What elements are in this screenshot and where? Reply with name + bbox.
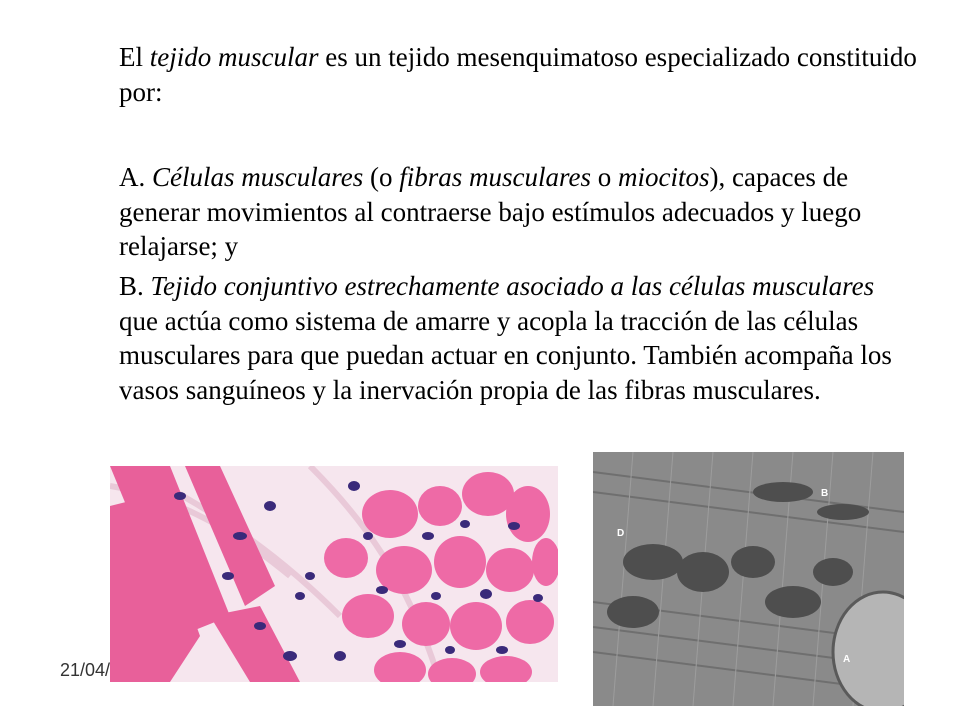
- item-a-term: fibras musculares: [399, 162, 592, 192]
- em-label-a: A: [843, 654, 851, 665]
- item-b-term: Tejido conjuntivo estrechamente asociado a las células musculares: [150, 271, 875, 301]
- em-label-d: D: [617, 528, 625, 539]
- item-a-paragraph: [119, 160, 919, 264]
- intro-term-tejido-muscular: tejido muscular: [149, 42, 319, 72]
- em-label-b: B: [821, 488, 829, 499]
- intro-paragraph: [119, 40, 919, 109]
- item-b-marker: B.: [119, 271, 151, 301]
- intro-text: El: [119, 42, 150, 72]
- item-a-marker: A.: [119, 162, 152, 192]
- item-b-text: que actúa como sistema de amarre y acopla la tracción de las células musculares para que puedan actuar en conjunto. También acompaña los vasos sanguíneos y la inervación propia de las fibras musculares.: [119, 305, 892, 405]
- item-a-term: miocitos: [618, 162, 710, 192]
- item-b-paragraph: [119, 269, 919, 407]
- item-a-text: (o: [363, 162, 400, 192]
- electron-micrograph: [593, 452, 904, 706]
- footer-date: 21/04/: [60, 660, 111, 680]
- item-a-term: Células musculares: [152, 162, 364, 192]
- item-a-text: o: [591, 162, 619, 192]
- item-a-text: ), capaces de generar movimientos al contraerse bajo estímulos adecuados y luego relajarse; y: [119, 162, 862, 261]
- intro-text: es un tejido mesenquimatoso especializado constituido por:: [119, 42, 917, 107]
- he-muscle-micrograph: [110, 466, 558, 682]
